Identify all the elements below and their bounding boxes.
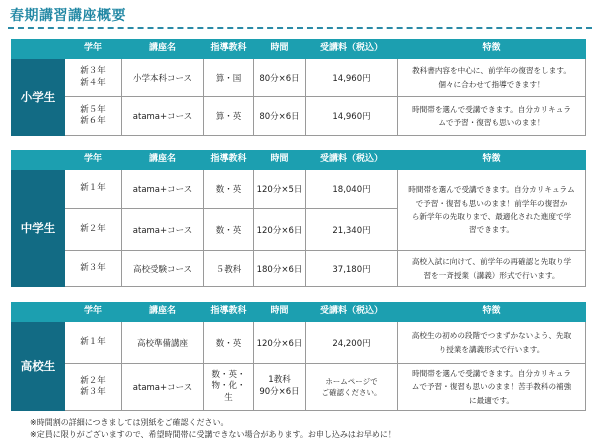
feature-cell: 時間帯を選んで受講できます。自分カリキュラ ムで予習・復習も思いのまま！ bbox=[398, 97, 586, 136]
header-course: 講座名 bbox=[122, 151, 204, 170]
course-cell: atama+コース bbox=[122, 97, 204, 136]
price-cell: 24,200円 bbox=[306, 322, 398, 364]
table-row bbox=[12, 251, 586, 287]
header-course: 講座名 bbox=[122, 303, 204, 322]
table-row bbox=[12, 322, 586, 364]
header-grade: 学年 bbox=[65, 40, 122, 59]
header-time: 時間 bbox=[254, 40, 306, 59]
grade-cell: 新２年 新３年 bbox=[65, 364, 122, 411]
subject-cell: 数・英・ 物・化・ 生 bbox=[204, 364, 254, 411]
feature-cell: 高校生の初めの段階でつまずかないよう、先取 り授業を講義形式で行います。 bbox=[398, 322, 586, 364]
feature-cell: 教科書内容を中心に、前学年の復習をします。 個々に合わせて指導できます！ bbox=[398, 59, 586, 97]
table-row bbox=[12, 97, 586, 136]
middle-school-table bbox=[11, 150, 586, 287]
header-time: 時間 bbox=[254, 151, 306, 170]
course-cell: atama+コース bbox=[122, 209, 204, 251]
header-course: 講座名 bbox=[122, 40, 204, 59]
header-corner bbox=[12, 40, 65, 59]
header-price: 受講料（税込） bbox=[306, 40, 398, 59]
header-subject: 指導教科 bbox=[204, 40, 254, 59]
grade-cell: 新１年 bbox=[65, 322, 122, 364]
time-cell: 120分×6日 bbox=[254, 322, 306, 364]
subject-cell: 算・国 bbox=[204, 59, 254, 97]
feature-cell: 時間帯を選んで受講できます。自分カリキュラム で予習・復習も思いのまま！前学年の復習か ら新学年の先取りまで、最適化された進度で学 習できます。 bbox=[398, 170, 586, 251]
course-cell: 高校受験コース bbox=[122, 251, 204, 287]
price-cell: 14,960円 bbox=[306, 97, 398, 136]
level-label: 中学生 bbox=[12, 170, 65, 287]
grade-cell: 新５年 新６年 bbox=[65, 97, 122, 136]
price-cell: 37,180円 bbox=[306, 251, 398, 287]
price-cell: 14,960円 bbox=[306, 59, 398, 97]
header-subject: 指導教科 bbox=[204, 303, 254, 322]
grade-cell: 新１年 bbox=[65, 170, 122, 209]
footnote-schedule: ※時間割の詳細につきましては別紙をご確認ください。 bbox=[30, 418, 229, 427]
header-corner bbox=[12, 303, 65, 322]
time-cell: 1教科 90分×6日 bbox=[254, 364, 306, 411]
course-cell: atama+コース bbox=[122, 170, 204, 209]
page-title: 春期講習講座概要 bbox=[10, 8, 126, 24]
table-row bbox=[12, 364, 586, 411]
header-time: 時間 bbox=[254, 303, 306, 322]
high-school-table bbox=[11, 302, 586, 411]
grade-cell: 新３年 新４年 bbox=[65, 59, 122, 97]
footnote-capacity: ※定員に限りがございますので、希望時間帯に受講できない場合があります。お申し込みはお早めに！ bbox=[30, 430, 396, 439]
feature-cell: 時間帯を選んで受講できます。自分カリキュラ ムで予習・復習も思いのまま！苦手教科の補強 に最適です。 bbox=[398, 364, 586, 411]
grade-cell: 新３年 bbox=[65, 251, 122, 287]
subject-cell: 数・英 bbox=[204, 209, 254, 251]
price-cell: 18,040円 bbox=[306, 170, 398, 209]
subject-cell: 数・英 bbox=[204, 322, 254, 364]
time-cell: 120分×5日 bbox=[254, 170, 306, 209]
header-price: 受講料（税込） bbox=[306, 151, 398, 170]
title-divider bbox=[8, 27, 592, 29]
grade-cell: 新２年 bbox=[65, 209, 122, 251]
level-label: 小学生 bbox=[12, 59, 65, 136]
header-grade: 学年 bbox=[65, 303, 122, 322]
level-label: 高校生 bbox=[12, 322, 65, 411]
table-row bbox=[12, 170, 586, 209]
header-feature: 特徴 bbox=[398, 303, 586, 322]
course-cell: atama+コース bbox=[122, 364, 204, 411]
elementary-table bbox=[11, 39, 586, 136]
header-corner bbox=[12, 151, 65, 170]
header-grade: 学年 bbox=[65, 151, 122, 170]
price-note-cell: ホームページで ご確認ください。 bbox=[306, 364, 398, 411]
time-cell: 180分×6日 bbox=[254, 251, 306, 287]
header-feature: 特徴 bbox=[398, 40, 586, 59]
subject-cell: 算・英 bbox=[204, 97, 254, 136]
subject-cell: 数・英 bbox=[204, 170, 254, 209]
subject-cell: ５教科 bbox=[204, 251, 254, 287]
header-price: 受講料（税込） bbox=[306, 303, 398, 322]
course-cell: 小学本科コース bbox=[122, 59, 204, 97]
time-cell: 80分×6日 bbox=[254, 97, 306, 136]
feature-cell: 高校入試に向けて、前学年の再確認と先取り学 習を一斉授業（講義）形式で行います。 bbox=[398, 251, 586, 287]
table-row bbox=[12, 59, 586, 97]
header-subject: 指導教科 bbox=[204, 151, 254, 170]
header-feature: 特徴 bbox=[398, 151, 586, 170]
time-cell: 120分×6日 bbox=[254, 209, 306, 251]
time-cell: 80分×6日 bbox=[254, 59, 306, 97]
price-cell: 21,340円 bbox=[306, 209, 398, 251]
course-cell: 高校準備講座 bbox=[122, 322, 204, 364]
